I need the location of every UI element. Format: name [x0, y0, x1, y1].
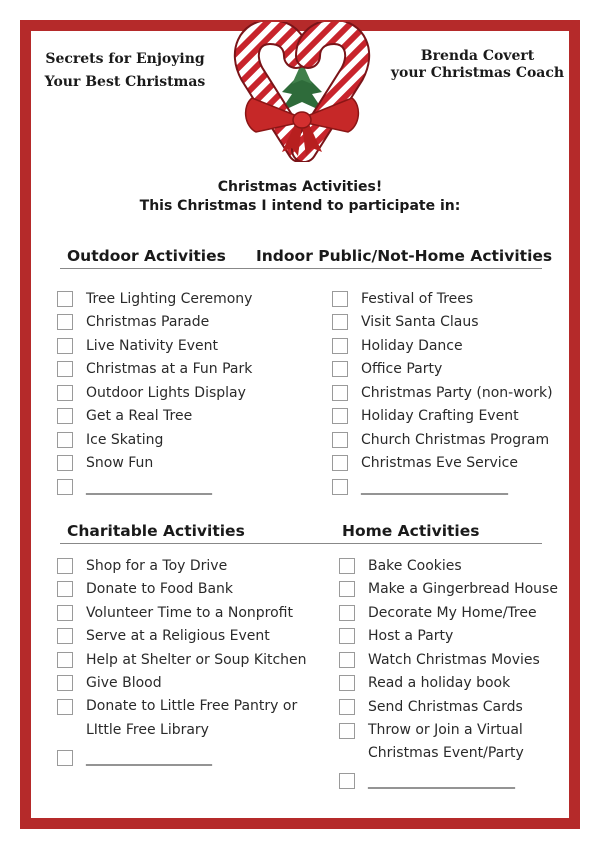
checkbox[interactable] [332, 314, 348, 330]
checkbox[interactable] [339, 581, 355, 597]
list-item[interactable]: Throw or Join a Virtual Christmas Event/Party [339, 719, 558, 766]
list-item-blank[interactable]: _____________________ [332, 475, 553, 499]
checkbox[interactable] [57, 628, 73, 644]
list-item[interactable]: Read a holiday book [339, 672, 558, 696]
checkbox[interactable] [339, 699, 355, 715]
checkbox[interactable] [332, 338, 348, 354]
checkbox[interactable] [57, 361, 73, 377]
list-item[interactable]: Give Blood [57, 672, 307, 696]
header-right-line2: your Christmas Coach [390, 65, 565, 81]
checkbox[interactable] [332, 291, 348, 307]
list-item-blank[interactable]: _____________________ [339, 770, 558, 794]
checkbox[interactable] [339, 558, 355, 574]
checkbox[interactable] [57, 581, 73, 597]
title-line1: Christmas Activities! [217, 179, 383, 195]
list-item[interactable]: Live Nativity Event [57, 334, 252, 358]
checkbox[interactable] [57, 479, 73, 495]
list-item[interactable]: Visit Santa Claus [332, 311, 553, 335]
outdoor-list [57, 287, 252, 499]
section-divider [60, 543, 542, 544]
list-item[interactable]: Watch Christmas Movies [339, 648, 558, 672]
section-divider [60, 268, 542, 269]
checkbox[interactable] [332, 361, 348, 377]
charitable-list [57, 554, 307, 770]
list-item[interactable]: Help at Shelter or Soup Kitchen [57, 648, 307, 672]
list-item[interactable]: Christmas Parade [57, 311, 252, 335]
list-item[interactable]: Decorate My Home/Tree [339, 601, 558, 625]
list-item[interactable]: Send Christmas Cards [339, 695, 558, 719]
list-item[interactable]: Make a Gingerbread House [339, 578, 558, 602]
checkbox[interactable] [332, 479, 348, 495]
checkbox[interactable] [339, 652, 355, 668]
checkbox[interactable] [339, 773, 355, 789]
list-item-blank[interactable]: __________________ [57, 746, 307, 770]
title-line2: This Christmas I intend to participate in: [139, 198, 461, 214]
home-list [339, 554, 558, 793]
home-heading: Home Activities [342, 522, 480, 540]
list-item[interactable]: Ice Skating [57, 428, 252, 452]
list-item[interactable]: Serve at a Religious Event [57, 625, 307, 649]
list-item-blank[interactable]: __________________ [57, 475, 252, 499]
checkbox[interactable] [339, 628, 355, 644]
candy-canes-icon [212, 22, 392, 162]
header-right [390, 48, 565, 82]
list-item[interactable]: Tree Lighting Ceremony [57, 287, 252, 311]
header-left-line2: Your Best Christmas [44, 74, 206, 90]
checkbox[interactable] [57, 455, 73, 471]
checkbox[interactable] [332, 432, 348, 448]
list-item[interactable]: Bake Cookies [339, 554, 558, 578]
list-item[interactable]: Festival of Trees [332, 287, 553, 311]
list-item[interactable]: Christmas Eve Service [332, 452, 553, 476]
list-item[interactable]: Donate to Little Free Pantry or LIttle Free Library [57, 695, 307, 742]
list-item[interactable]: Church Christmas Program [332, 428, 553, 452]
checkbox[interactable] [57, 291, 73, 307]
list-item[interactable]: Donate to Food Bank [57, 578, 307, 602]
list-item[interactable]: Snow Fun [57, 452, 252, 476]
list-item[interactable]: Host a Party [339, 625, 558, 649]
checkbox[interactable] [57, 675, 73, 691]
list-item[interactable]: Get a Real Tree [57, 405, 252, 429]
charitable-heading: Charitable Activities [67, 522, 245, 540]
checkbox[interactable] [57, 558, 73, 574]
indoor-heading: Indoor Public/Not-Home Activities [256, 247, 553, 265]
page-title [100, 178, 500, 216]
checkbox[interactable] [57, 385, 73, 401]
checkbox[interactable] [57, 750, 73, 766]
checkbox[interactable] [57, 699, 73, 715]
header-right-line1: Brenda Covert [420, 48, 535, 64]
checkbox[interactable] [332, 408, 348, 424]
list-item[interactable]: Holiday Dance [332, 334, 553, 358]
list-item[interactable]: Outdoor Lights Display [57, 381, 252, 405]
outdoor-heading: Outdoor Activities [67, 247, 226, 265]
checkbox[interactable] [339, 675, 355, 691]
list-item[interactable]: Shop for a Toy Drive [57, 554, 307, 578]
checkbox[interactable] [339, 605, 355, 621]
indoor-list [332, 287, 553, 499]
list-item[interactable]: Office Party [332, 358, 553, 382]
list-item[interactable]: Volunteer Time to a Nonprofit [57, 601, 307, 625]
list-item[interactable]: Christmas at a Fun Park [57, 358, 252, 382]
checkbox[interactable] [57, 314, 73, 330]
checkbox[interactable] [57, 408, 73, 424]
list-item[interactable]: Christmas Party (non-work) [332, 381, 553, 405]
header-left [40, 48, 210, 94]
header-left-line1: Secrets for Enjoying [45, 51, 205, 67]
list-item[interactable]: Holiday Crafting Event [332, 405, 553, 429]
checkbox[interactable] [339, 723, 355, 739]
checkbox[interactable] [57, 605, 73, 621]
checkbox[interactable] [332, 385, 348, 401]
checkbox[interactable] [332, 455, 348, 471]
checkbox[interactable] [57, 432, 73, 448]
checkbox[interactable] [57, 338, 73, 354]
checkbox[interactable] [57, 652, 73, 668]
